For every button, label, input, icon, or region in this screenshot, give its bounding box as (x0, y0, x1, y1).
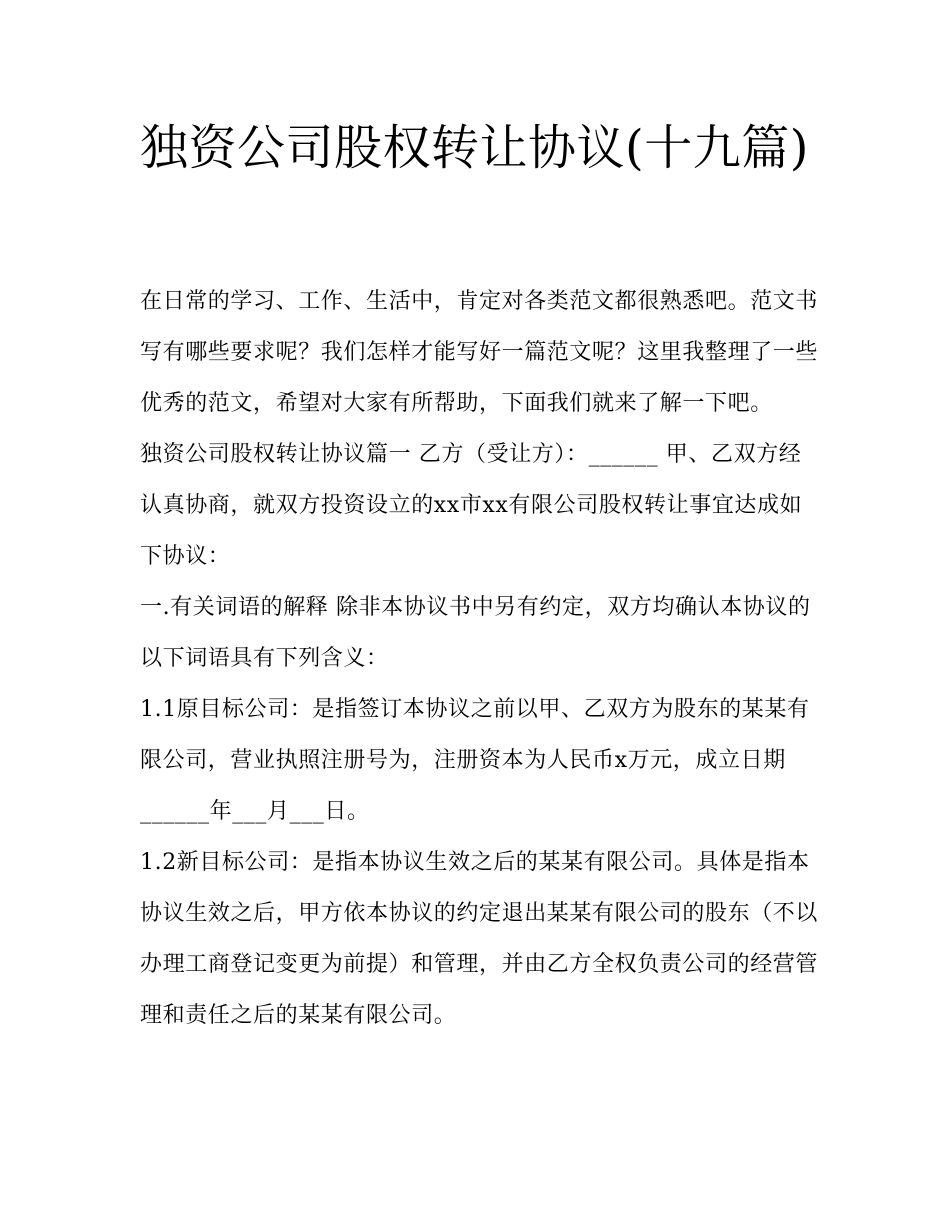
clause-1-1-paragraph: 1.1原目标公司：是指签订本协议之前以甲、乙双方为股东的某某有限公司，营业执照注册号为，注册资本为人民币x万元，成立日期______年___月___日。 (140, 697, 810, 824)
agreement-opening-paragraph: 独资公司股权转让协议篇一 乙方（受让方）：______ 甲、乙双方经认真协商，就双方投资设立的xx市xx有限公司股权转让事宜达成如下协议： (140, 442, 803, 569)
document-body (140, 276, 820, 1041)
definitions-heading-paragraph: 一.有关词语的解释 除非本协议书中另有约定，双方均确认本协议的以下词语具有下列含义： (140, 595, 811, 671)
document-title: 独资公司股权转让协议(十九篇) (140, 120, 809, 176)
clause-1-2-paragraph: 1.2新目标公司：是指本协议生效之后的某某有限公司。具体是指本协议生效之后，甲方依本协议的约定退出某某有限公司的股东（不以办理工商登记变更为前提）和管理，并由乙方全权负责公司的经营管理和责任之后的某某有限公司。 (140, 850, 819, 1028)
intro-paragraph: 在日常的学习、工作、生活中，肯定对各类范文都很熟悉吧。范文书写有哪些要求呢？我们怎样才能写好一篇范文呢？这里我整理了一些优秀的范文，希望对大家有所帮助，下面我们就来了解一下吧。 (140, 289, 819, 416)
